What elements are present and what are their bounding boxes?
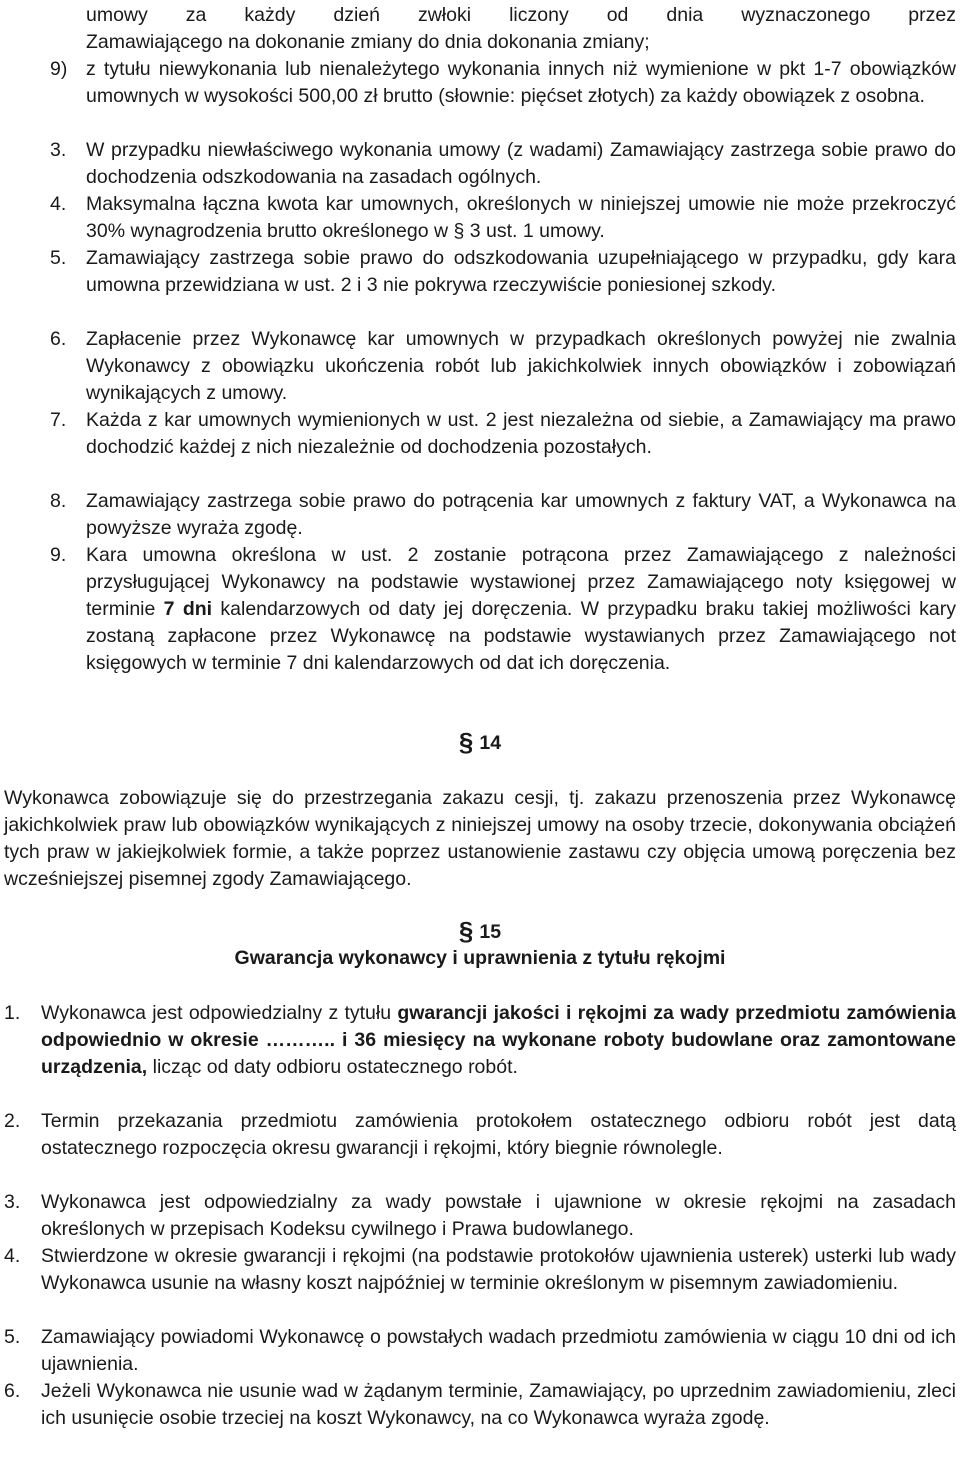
item-number: 3.: [50, 139, 67, 161]
list-item: [50, 542, 956, 677]
item-number: 6.: [4, 1380, 21, 1402]
item-number: 5.: [4, 1326, 21, 1348]
item-text: Jeżeli Wykonawca nie usunie wad w żądanym terminie, Zamawiający, po uprzednim zawiadomieniu, zleci ich usunięcie osobie trzeciej na koszt Wykonawcy, na co Wykonawca wyraża zgodę.: [41, 1380, 956, 1429]
continuation-line-2: Zamawiającego na dokonanie zmiany do dnia dokonania zmiany;: [86, 31, 650, 53]
list-item: [50, 137, 956, 191]
item-number: 9.: [50, 544, 67, 566]
item-text: Wykonawca jest odpowiedzialny za wady powstałe i ujawnione w okresie rękojmi na zasadach określonych w przepisach Kodeksu cywilnego i Prawa budowlanego.: [41, 1191, 956, 1240]
item-number: 1.: [4, 1002, 21, 1024]
list-item: [50, 56, 956, 110]
item-continuation: [86, 2, 956, 56]
list-item: [4, 1324, 956, 1378]
item-text: Zamawiający zastrzega sobie prawo do odszkodowania uzupełniającego w przypadku, gdy kara umowna przewidziana w ust. 2 i 3 nie pokrywa rzeczywiście poniesionej szkody.: [86, 247, 956, 296]
list-item: [4, 1000, 956, 1081]
section-sign: §: [458, 727, 474, 757]
section-number: 15: [479, 921, 502, 943]
item-text: Zamawiający powiadomi Wykonawcę o powstałych wadach przedmiotu zamówienia w ciągu 10 dni od ich ujawnienia.: [41, 1326, 956, 1375]
item-text: Stwierdzone w okresie gwarancji i rękojmi (na podstawie protokołów ujawnienia usterek) usterki lub wady Wykonawca usunie na własny koszt najpóźniej w terminie określonym w pisemnym zawiadomieniu.: [41, 1245, 956, 1294]
item-number: 7.: [50, 409, 67, 431]
item-text-bold: gwarancji jakości i rękojmi za wady przedmiotu zamówienia odpowiednio w okresie ……….. i 36 miesięcy na wykonane roboty budowlane oraz zamontowane urządzenia,: [41, 1002, 956, 1078]
list-item: [4, 1189, 956, 1243]
item-text: [41, 1000, 956, 1081]
item-number: 4.: [4, 1245, 21, 1267]
item-number: 2.: [4, 1110, 21, 1132]
list-item: [50, 407, 956, 461]
section-paragraph: Wykonawca zobowiązuje się do przestrzegania zakazu cesji, tj. zakazu przenoszenia przez Wykonawcę jakichkolwiek praw lub obowiązków wynikających z niniejszej umowy na osoby trzecie, dokonywania obciążeń tych praw w jakiejkolwiek formie, a także poprzez ustanowienie zastawu czy objęcia umową poręczenia bez wcześniejszej pisemnej zgody Zamawiającego.: [4, 787, 956, 890]
item-text-part: Kara umowna określona w ust. 2 zostanie potrącona przez Zamawiającego z należności przysługującej Wykonawcy na podstawie wystawionej przez Zamawiającego noty księgowej w terminie: [86, 544, 956, 620]
item-text: Termin przekazania przedmiotu zamówienia protokołem ostatecznego odbioru robót jest datą ostatecznego rozpoczęcia okresu gwarancji i rękojmi, który biegnie równolegle.: [41, 1110, 956, 1159]
item-text: Zapłacenie przez Wykonawcę kar umownych w przypadkach określonych powyżej nie zwalnia Wykonawcy z obowiązku ukończenia robót lub jakichkolwiek innych obowiązków i zobowiązań wynikających z umowy.: [86, 328, 956, 404]
section-number: 14: [479, 732, 502, 754]
list-item: [50, 245, 956, 299]
item-text-part: Wykonawca jest odpowiedzialny z tytułu: [41, 1002, 398, 1024]
item-number: 6.: [50, 328, 67, 350]
item-number: 8.: [50, 490, 67, 512]
item-text: Każda z kar umownych wymienionych w ust. 2 jest niezależna od siebie, a Zamawiający ma prawo dochodzić każdej z nich niezależnie od dochodzenia pozostałych.: [86, 409, 956, 458]
item-text-part: kalendarzowych od daty jej doręczenia. W przypadku braku takiej możliwości kary zostaną zapłacone przez Wykonawcę na podstawie wystawianych przez Zamawiającego not księgowych w terminie 7 dni kalendarzowych od dat ich doręczenia.: [86, 598, 956, 674]
item-text-bold: 7 dni: [163, 598, 213, 620]
section-heading: [0, 729, 960, 757]
section-sign: §: [458, 916, 474, 946]
list-item: [50, 326, 956, 407]
list-item: [50, 488, 956, 542]
list-item: [50, 191, 956, 245]
item-text: W przypadku niewłaściwego wykonania umowy (z wadami) Zamawiający zastrzega sobie prawo do dochodzenia odszkodowania na zasadach ogólnych.: [86, 139, 956, 188]
continuation-line-1: umowy za każdy dzień zwłoki liczony od dnia wyznaczonego przez: [86, 4, 956, 26]
section-title: Gwarancja wykonawcy i uprawnienia z tytułu rękojmi: [234, 947, 726, 969]
item-text: Maksymalna łączna kwota kar umownych, określonych w niniejszej umowie nie może przekroczyć 30% wynagrodzenia brutto określonego w § 3 ust. 1 umowy.: [86, 193, 956, 242]
list-item: [4, 1378, 956, 1432]
item-text: z tytułu niewykonania lub nienależytego wykonania innych niż wymienione w pkt 1-7 obowiązków umownych w wysokości 500,00 zł brutto (słownie: pięćset złotych) za każdy obowiązek z osobna.: [86, 58, 956, 107]
item-text: Zamawiający zastrzega sobie prawo do potrącenia kar umownych z faktury VAT, a Wykonawca na powyższe wyraża zgodę.: [86, 490, 956, 539]
item-text-part: licząc od daty odbioru ostatecznego robót.: [147, 1056, 518, 1078]
item-number: 4.: [50, 193, 67, 215]
item-text: [86, 542, 956, 677]
list-item: [4, 1108, 956, 1162]
item-number: 5.: [50, 247, 67, 269]
list-item: [4, 1243, 956, 1297]
item-number: 3.: [4, 1191, 21, 1213]
item-number: 9): [50, 58, 68, 80]
section-heading: [0, 918, 960, 946]
